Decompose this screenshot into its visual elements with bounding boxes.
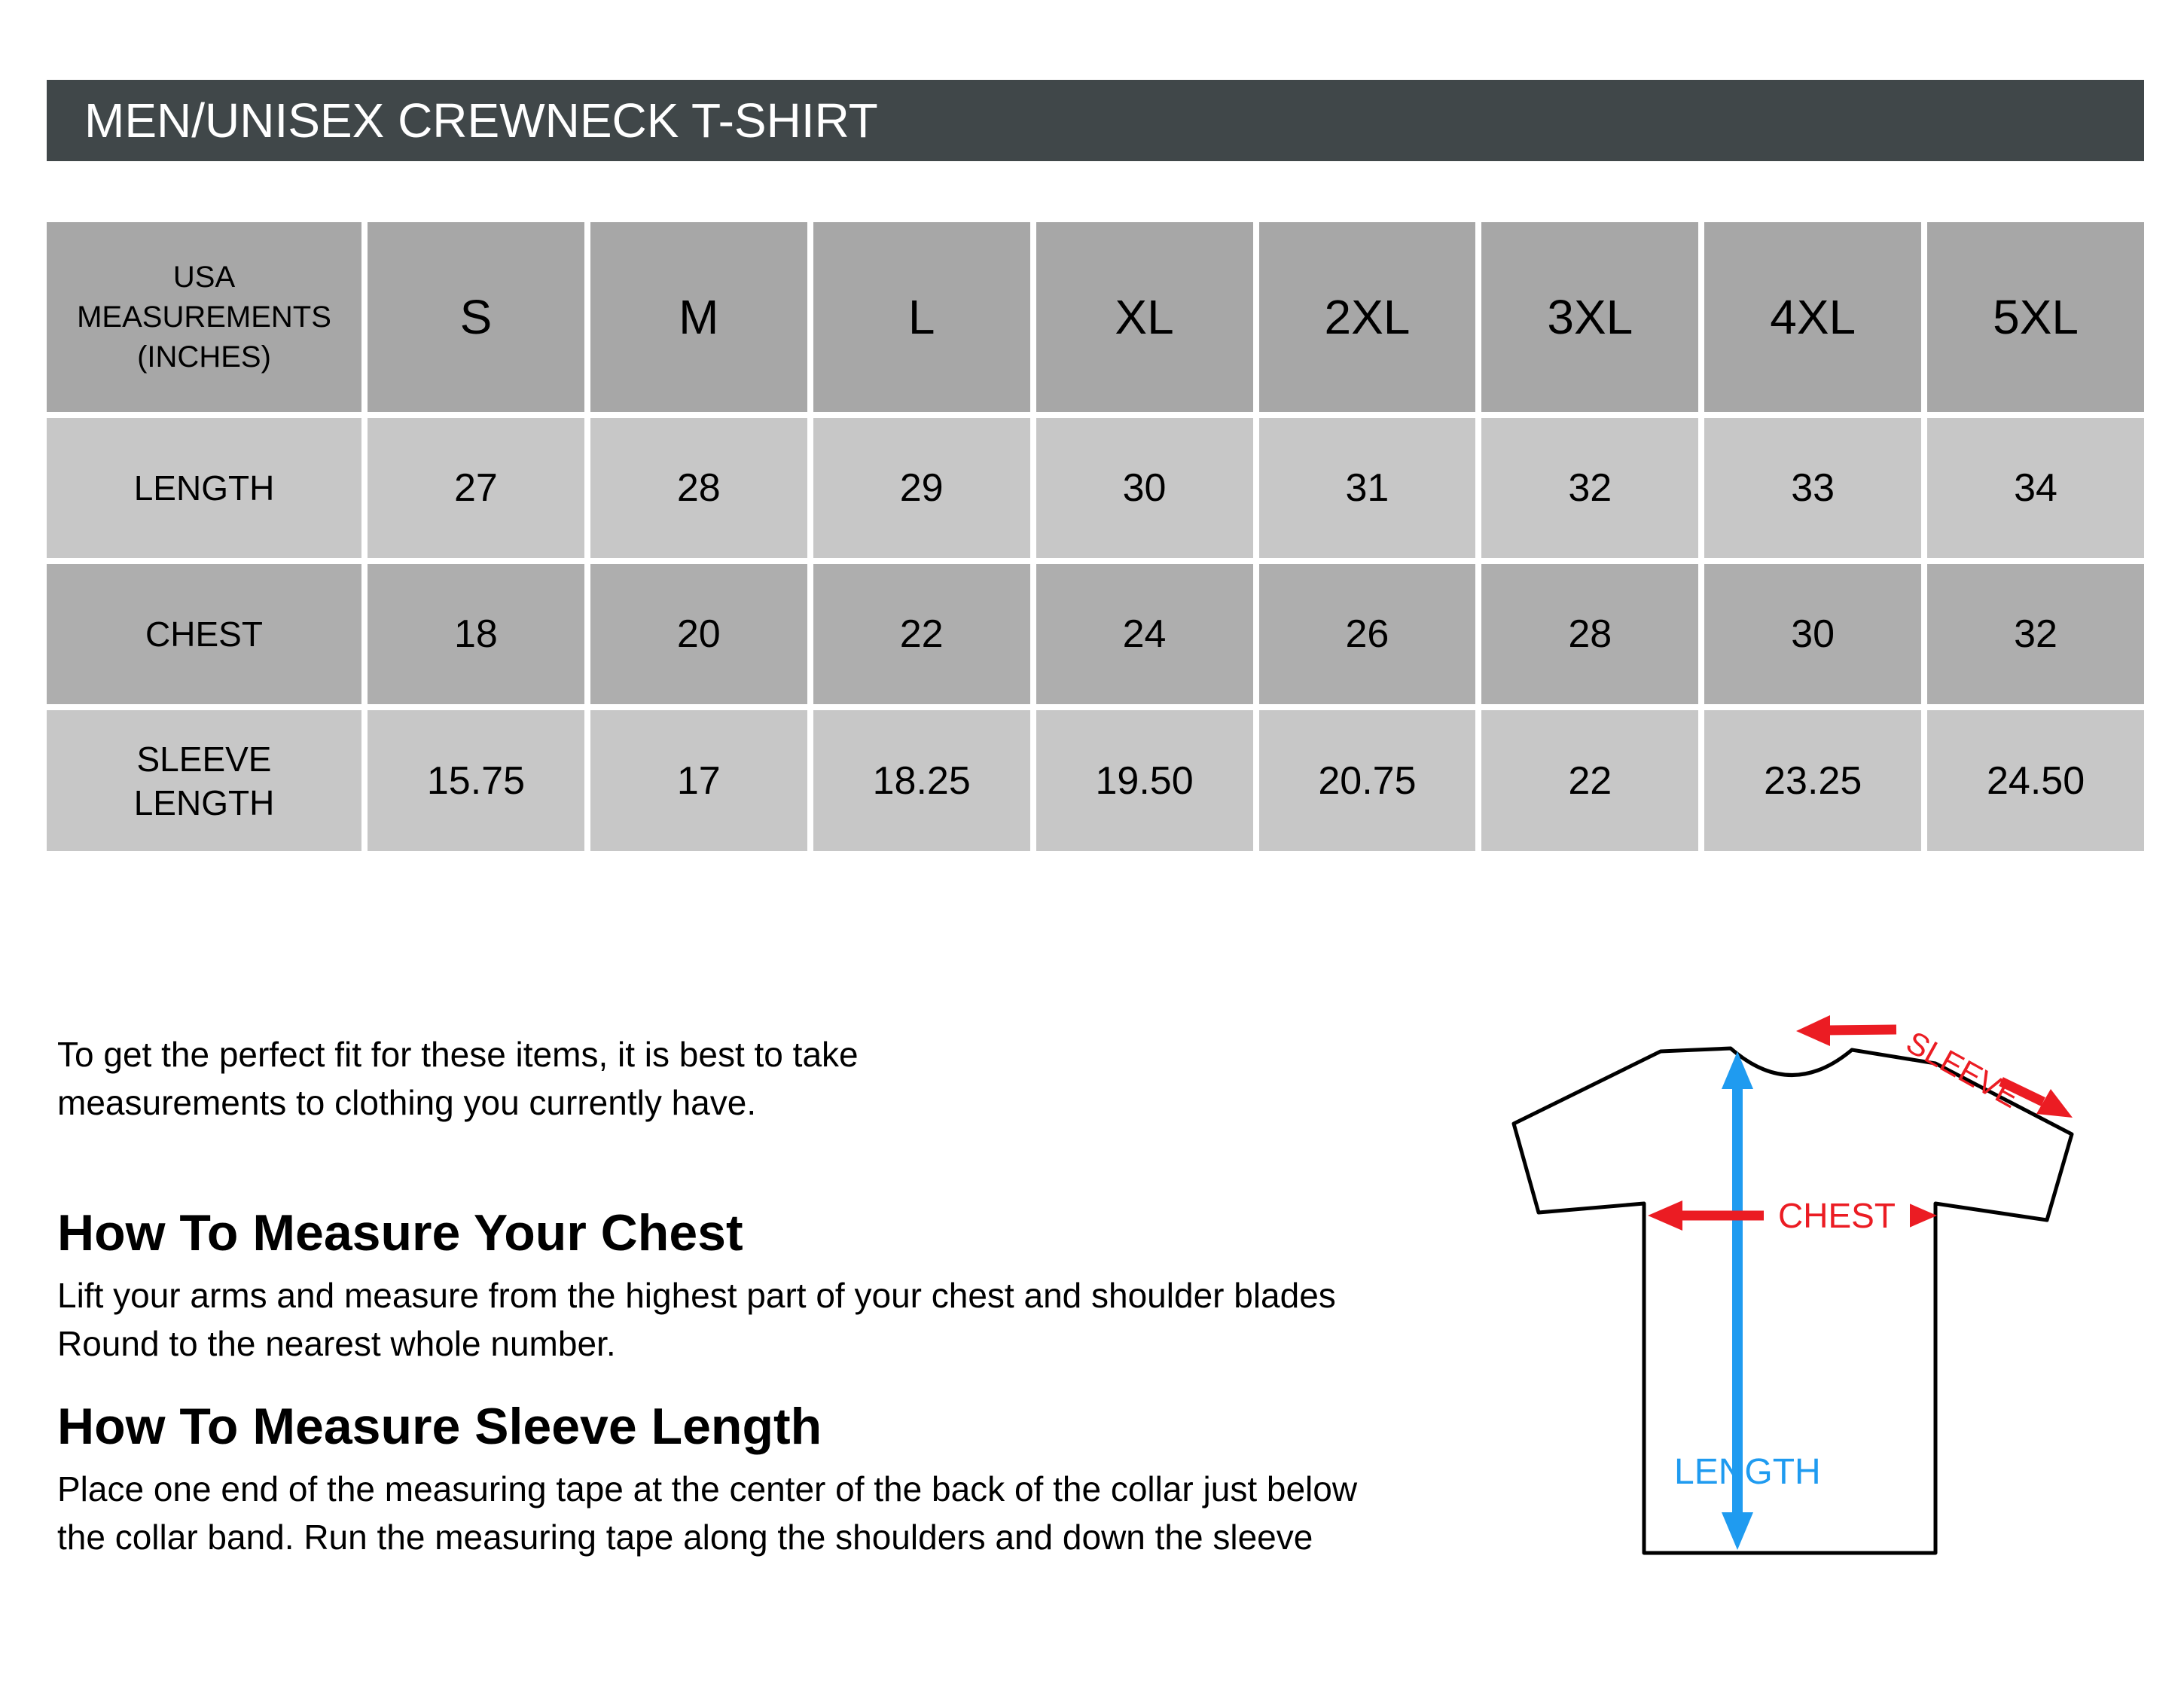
table-cell: 34 (1927, 418, 2144, 558)
sleeve-body-line: the collar band. Run the measuring tape along the shoulders and down the sleeve (57, 1518, 1313, 1557)
sleeve-body-line: Place one end of the measuring tape at the center of the back of the collar just below (57, 1469, 1358, 1509)
table-cell: 19.50 (1036, 710, 1253, 851)
chest-section-heading: How To Measure Your Chest (57, 1204, 743, 1261)
chest-body-line: Round to the nearest whole number. (57, 1324, 616, 1363)
table-cell: 31 (1259, 418, 1476, 558)
sleeve-label: SLEEVE (1900, 1023, 2026, 1115)
size-header-cell: 5XL (1927, 222, 2144, 412)
corner-header-line: (INCHES) (137, 340, 271, 374)
corner-header-cell (47, 222, 361, 412)
size-header-cell: 4XL (1704, 222, 1921, 412)
size-header-cell: 3XL (1481, 222, 1698, 412)
table-cell: 26 (1259, 564, 1476, 704)
table-cell: 17 (590, 710, 807, 851)
row-label-line: LENGTH (133, 468, 275, 508)
row-label-cell (47, 564, 361, 704)
table-cell: 33 (1704, 418, 1921, 558)
table-cell: 30 (1704, 564, 1921, 704)
table-cell: 27 (368, 418, 584, 558)
table-cell: 29 (813, 418, 1030, 558)
intro-paragraph (57, 1030, 859, 1127)
sleeve-section-body (57, 1465, 1357, 1561)
size-header-cell: S (368, 222, 584, 412)
table-cell: 32 (1481, 418, 1698, 558)
table-cell: 28 (590, 418, 807, 558)
size-header-cell: 2XL (1259, 222, 1476, 412)
size-header-cell: L (813, 222, 1030, 412)
table-cell: 18.25 (813, 710, 1030, 851)
table-cell: 22 (813, 564, 1030, 704)
sleeve-section-heading: How To Measure Sleeve Length (57, 1398, 822, 1455)
corner-header-line: MEASUREMENTS (77, 300, 331, 334)
size-table (47, 222, 2144, 851)
table-cell: 22 (1481, 710, 1698, 851)
corner-header-line: USA (172, 260, 236, 294)
table-cell: 20.75 (1259, 710, 1476, 851)
size-header-cell: M (590, 222, 807, 412)
table-cell: 15.75 (368, 710, 584, 851)
row-label-line: CHEST (145, 615, 263, 654)
table-cell: 18 (368, 564, 584, 704)
table-cell: 24.50 (1927, 710, 2144, 851)
title-bar (47, 80, 2144, 161)
length-label: LENGTH (1674, 1452, 1821, 1492)
chest-body-line: Lift your arms and measure from the highest part of your chest and shoulder blades (57, 1276, 1336, 1315)
row-label-cell (47, 418, 361, 558)
page-title: MEN/UNISEX CREWNECK T-SHIRT (84, 93, 878, 148)
table-cell: 32 (1927, 564, 2144, 704)
table-cell: 24 (1036, 564, 1253, 704)
size-header-cell: XL (1036, 222, 1253, 412)
chest-section-body (57, 1271, 1336, 1368)
row-label-cell (47, 710, 361, 851)
row-label-line: SLEEVE (136, 739, 272, 779)
table-cell: 30 (1036, 418, 1253, 558)
table-cell: 28 (1481, 564, 1698, 704)
tshirt-measurement-diagram (1487, 1005, 2097, 1570)
row-label-line: LENGTH (133, 782, 275, 822)
intro-line: To get the perfect fit for these items, it is best to take (57, 1035, 859, 1074)
table-cell: 20 (590, 564, 807, 704)
table-cell: 23.25 (1704, 710, 1921, 851)
chest-label: CHEST (1778, 1196, 1896, 1235)
intro-line: measurements to clothing you currently have. (57, 1083, 757, 1122)
